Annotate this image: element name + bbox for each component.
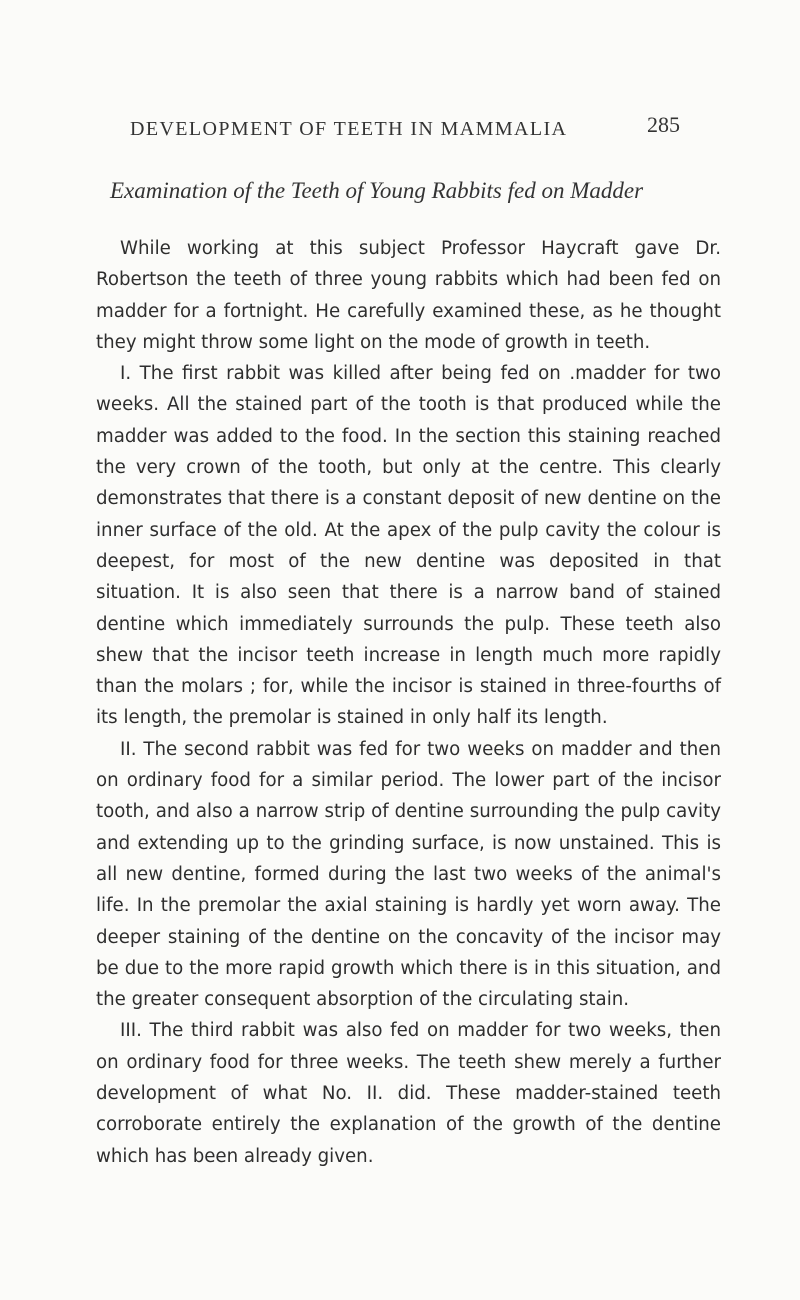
page-number: 285: [647, 112, 680, 137]
paragraph-second-rabbit: II. The second rabbit was fed for two weeks on madder and then on ordinary food for a similar period. The lower part of the incisor tooth, and also a narrow strip of dentine surrounding the pulp cavity and extending up to the grinding surface, is now unstained. This is all new dentine, formed during the last two weeks of the animal's life. In the premolar the axial staining is hardly yet worn away. The deeper staining of the dentine on the concavity of the incisor may be due to the more rapid growth which there is in this situation, and the greater consequent absorption of the circulating stain.: [96, 738, 721, 1011]
section-title: Examination of the Teeth of Young Rabbits fed on Madder: [110, 178, 644, 203]
running-head: DEVELOPMENT OF TEETH IN MAMMALIA: [130, 118, 568, 140]
paragraph-third-rabbit: III. The third rabbit was also fed on madder for two weeks, then on ordinary food for three weeks. The teeth shew merely a further development of what No. II. did. These madder-stained teeth corroborate entirely the explanation of the growth of the dentine which has been already given.: [96, 1020, 721, 1167]
paragraph-intro: While working at this subject Professor Haycraft gave Dr. Robertson the teeth of three young rabbits which had been fed on madder for a fortnight. He carefully examined these, as he thought they might throw some light on the mode of growth in teeth.: [96, 238, 721, 353]
body-text: [96, 233, 721, 1172]
paragraph-first-rabbit: I. The first rabbit was killed after being fed on .madder for two weeks. All the stained part of the tooth is that produced while the madder was added to the food. In the section this staining reached the very crown of the tooth, but only at the centre. This clearly demonstrates that there is a constant deposit of new dentine on the inner surface of the old. At the apex of the pulp cavity the colour is deepest, for most of the new dentine was deposited in that situation. It is also seen that there is a narrow band of stained dentine which immediately surrounds the pulp. These teeth also shew that the incisor teeth increase in length much more rapidly than the molars ; for, while the incisor is stained in three-fourths of its length, the premolar is stained in only half its length.: [96, 363, 721, 729]
